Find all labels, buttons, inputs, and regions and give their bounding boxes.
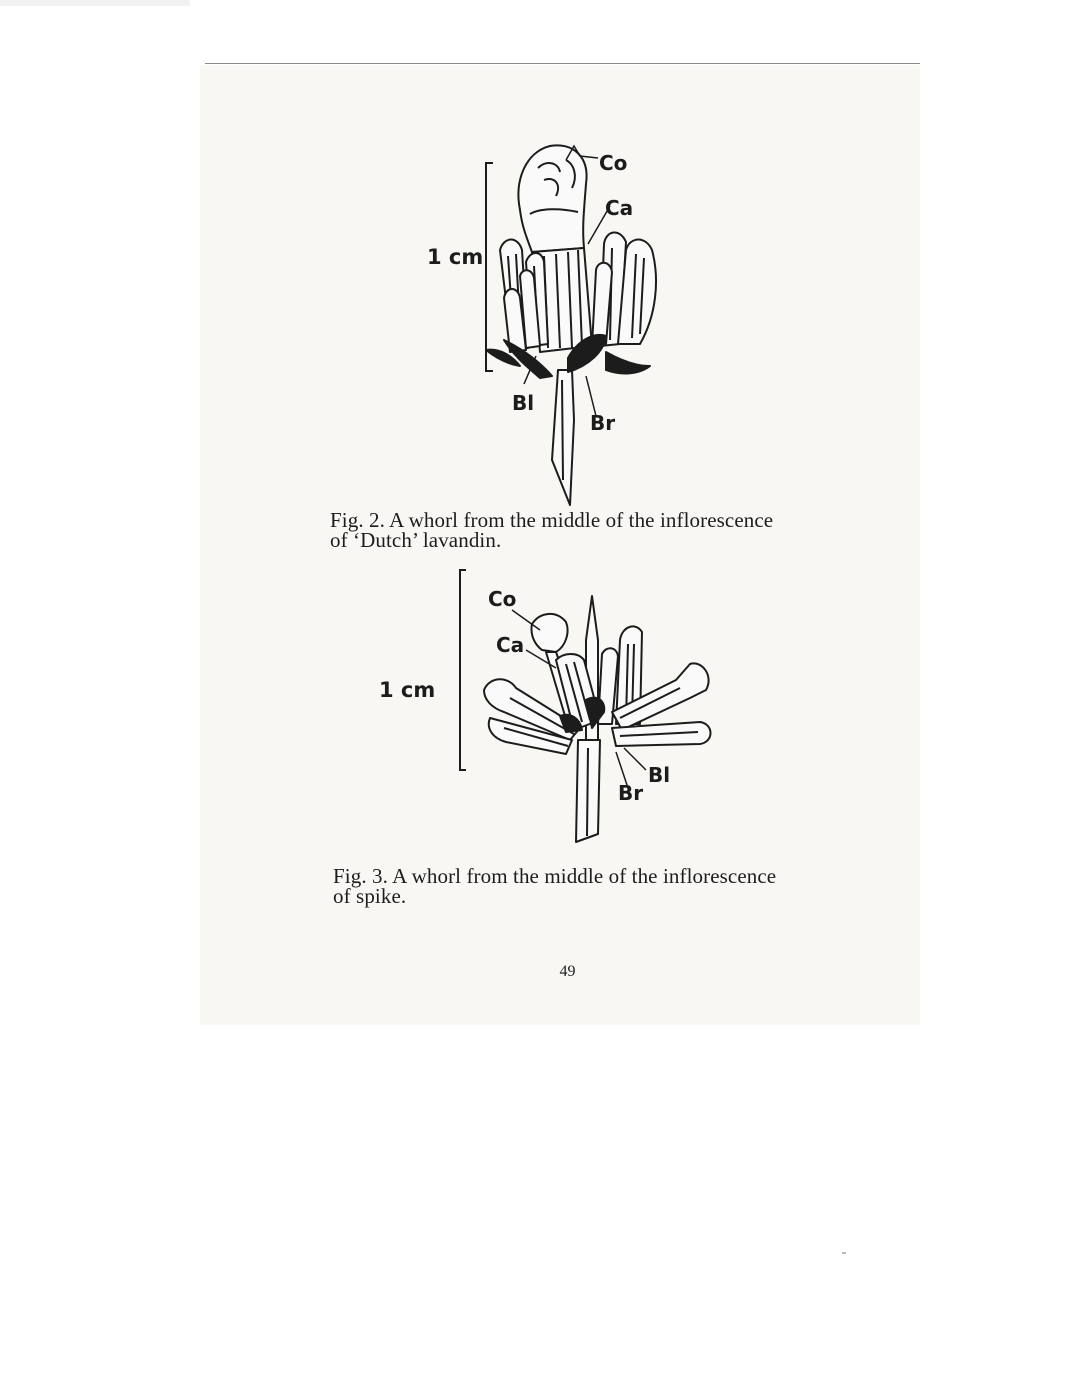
figure-3-label-ca: Ca [496,633,525,657]
figure-3-label-br: Br [618,781,644,805]
figure-2-caption-line-1: Fig. 2. A whorl from the middle of the inflorescence [330,508,774,532]
figure-3-label-co: Co [488,587,517,611]
scan-edge-mark [0,0,190,6]
page-number: 49 [559,963,576,980]
figure-3-scale-bar [460,570,466,770]
figure-2-illustration [400,130,700,520]
figure-2-label-ca: Ca [605,196,634,220]
figure-3-label-bl: Bl [648,763,671,787]
figure-2-label-bl: Bl [512,391,535,415]
figure-3-scale-label: 1 cm [379,678,436,702]
figure-2-label-co: Co [599,151,628,175]
figure-2-caption-line-2: of ‘Dutch’ lavandin. [330,528,502,552]
figure-3-caption-line-1: Fig. 3. A whorl from the middle of the inflorescence [333,864,777,888]
figure-3-caption-line-2: of spike. [333,884,407,908]
figure-2-scale-bar [486,163,493,371]
figure-2-scale-label: 1 cm [427,245,484,269]
figure-3-illustration [370,560,730,860]
scan-speck [842,1252,846,1254]
top-rule [205,63,920,64]
figure-2-label-br: Br [590,411,616,435]
